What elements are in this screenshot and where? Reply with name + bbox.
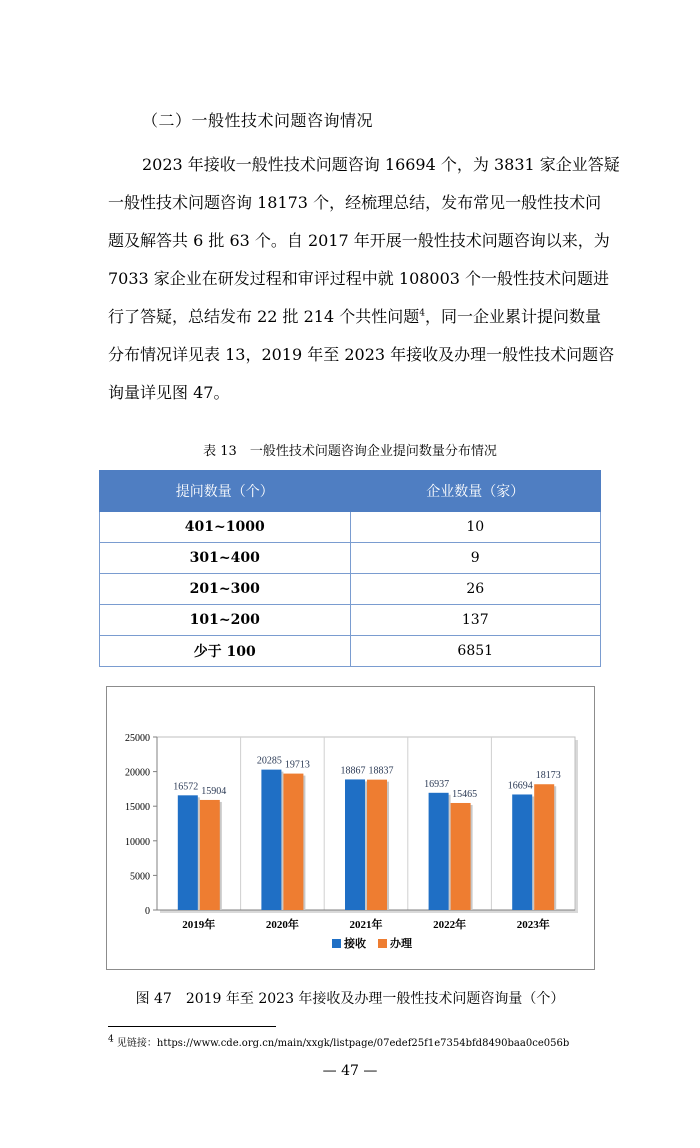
bar-接收 (345, 779, 365, 910)
paragraph-line (108, 298, 603, 336)
range-cell: 401~1000 (100, 512, 351, 543)
x-tick-label: 2023年 (516, 919, 550, 931)
range-cell: 301~400 (100, 543, 351, 574)
y-tick-label: 25000 (125, 733, 150, 744)
legend-swatch (378, 939, 387, 948)
data-label: 18173 (535, 770, 561, 782)
table-caption: 表 13 一般性技术问题咨询企业提问数量分布情况 (203, 444, 497, 459)
bar-chart (107, 687, 594, 969)
table-header-row (100, 471, 601, 512)
x-tick-label: 2021年 (349, 919, 383, 931)
table-row (100, 605, 601, 636)
bar-办理 (283, 774, 303, 910)
paragraph-line: 2023 年接收一般性技术问题咨询 16694 个，为 3831 家企业答疑 (142, 155, 620, 174)
column-header: 企业数量（家） (350, 471, 601, 512)
x-tick-label: 2020年 (265, 919, 299, 931)
bar-办理 (367, 780, 387, 910)
y-tick-label: 0 (145, 906, 150, 917)
count-cell: 26 (350, 574, 601, 605)
footnote-rule (108, 1026, 276, 1027)
y-tick-label: 5000 (130, 871, 150, 883)
figure-caption: 图 47 2019 年至 2023 年接收及办理一般性技术问题咨询量（个） (135, 991, 565, 1007)
bar-办理 (534, 784, 554, 910)
distribution-table (99, 470, 601, 667)
count-cell: 10 (350, 512, 601, 543)
table-row (100, 512, 601, 543)
bar-办理 (200, 800, 220, 910)
paragraph-text: 行了答疑，总结发布 22 批 214 个共性问题 (108, 307, 420, 326)
range-cell: 201~300 (100, 574, 351, 605)
legend-swatch (332, 939, 341, 948)
table-row (100, 574, 601, 605)
paragraph-line: 题及解答共 6 批 63 个。自 2017 年开展一般性技术问题咨询以来，为 (108, 231, 610, 250)
bar-接收 (261, 770, 281, 910)
data-label: 18837 (368, 765, 394, 777)
y-tick-label: 10000 (125, 836, 150, 848)
range-cell: 101~200 (100, 605, 351, 636)
data-label: 19713 (284, 759, 310, 771)
legend-label: 办理 (390, 938, 412, 950)
data-label: 16937 (424, 778, 450, 790)
legend-label: 接收 (344, 938, 366, 950)
data-label: 18867 (340, 765, 366, 777)
paragraph-line: 7033 家企业在研发过程和审评过程中就 108003 个一般性技术问题进 (108, 269, 610, 288)
range-cell: 少于 100 (100, 636, 351, 667)
data-label: 20285 (256, 755, 282, 767)
data-label: 16572 (173, 781, 199, 793)
data-label: 15465 (452, 788, 478, 800)
paragraph-line: 一般性技术问题咨询 18173 个，经梳理总结，发布常见一般性技术问 (108, 193, 602, 212)
footnote (108, 1034, 569, 1049)
column-header: 提问数量（个） (100, 471, 351, 512)
x-tick-label: 2019年 (182, 919, 216, 931)
footnote-number: 4 (108, 1034, 114, 1045)
paragraph-text: ，同一企业累计提问数量 (424, 307, 601, 326)
count-cell: 137 (350, 605, 601, 636)
body-paragraph (108, 146, 620, 412)
y-tick-label: 15000 (125, 802, 150, 814)
paragraph-line: 询量详见图 47。 (108, 383, 230, 402)
bar-接收 (429, 793, 449, 910)
data-label: 16694 (507, 780, 533, 792)
bar-办理 (451, 803, 471, 910)
bar-接收 (178, 795, 198, 910)
table-row (100, 636, 601, 667)
x-tick-label: 2022年 (433, 919, 467, 931)
section-heading: （二）一般性技术问题咨询情况 (142, 111, 374, 130)
count-cell: 9 (350, 543, 601, 574)
footnote-text: 见链接：https://www.cde.org.cn/main/xxgk/listpage/07edef25f1e7354bfd8490baa0ce056b (116, 1038, 570, 1049)
paragraph-line: 分布情况详见表 13，2019 年至 2023 年接收及办理一般性技术问题咨 (108, 345, 615, 364)
chart-frame (106, 686, 595, 970)
count-cell: 6851 (350, 636, 601, 667)
page-number: — 47 — (322, 1063, 378, 1079)
table-row (100, 543, 601, 574)
bar-接收 (512, 794, 532, 910)
data-label: 15904 (201, 785, 227, 797)
footnote-ref[interactable]: 4 (419, 308, 425, 319)
y-tick-label: 20000 (125, 767, 150, 779)
